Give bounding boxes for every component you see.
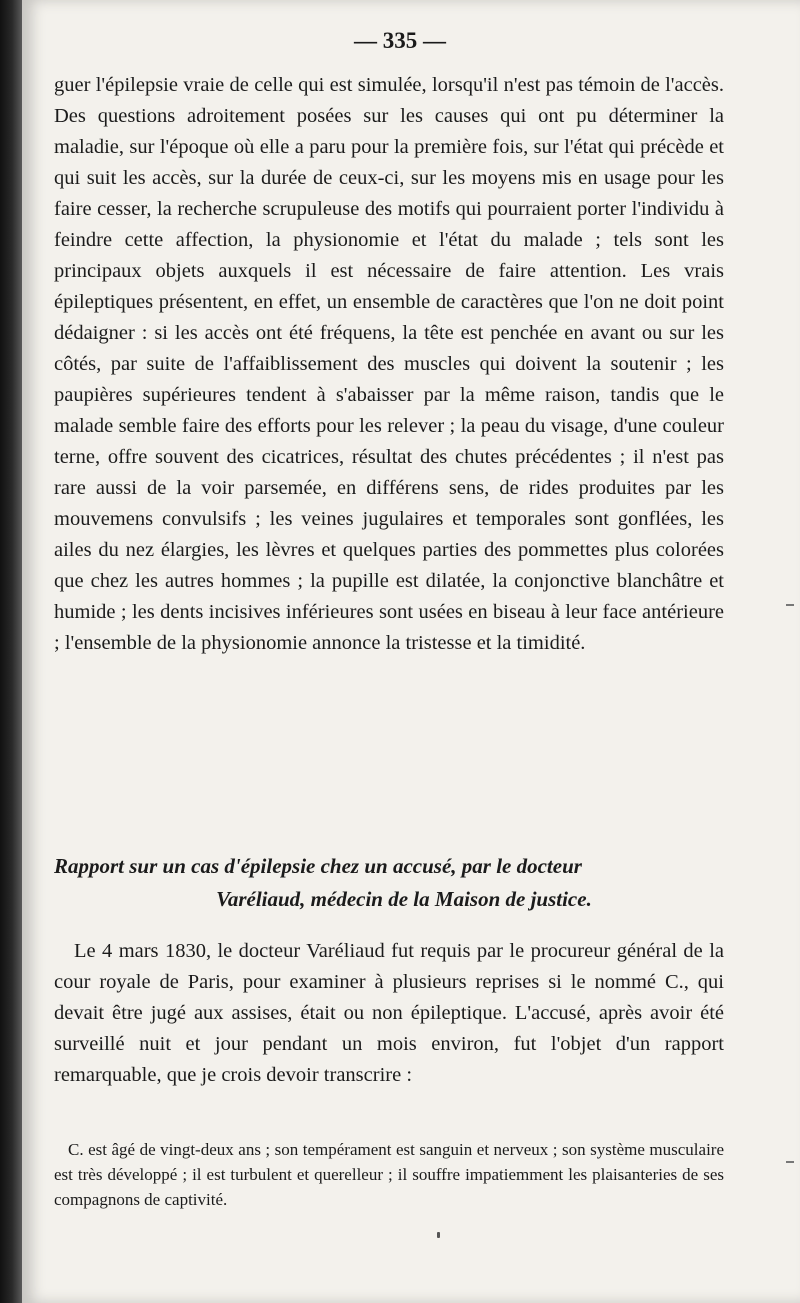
page-number: — 335 — [354, 28, 446, 53]
margin-mark [786, 1161, 794, 1163]
section-title-line-1: Rapport sur un cas d'épilepsie chez un accusé, par le docteur [54, 854, 582, 878]
paragraph-case-report: Le 4 mars 1830, le docteur Varéliaud fut requis par le procureur général de la cour royale de Paris, pour examiner à plusieurs reprises si le nommé C., qui devait être jugé aux assises, était ou non épileptique. L'accusé, après avoir été surveillé nuit et jour pendant un mois environ, fut l'objet d'un rapport remarquable, que je crois devoir transcrire : [54, 940, 724, 1086]
section-title [54, 850, 734, 916]
quoted-report: C. est âgé de vingt-deux ans ; son tempérament est sanguin et nerveux ; son système musculaire est très développé ; il est turbulent et querelleur ; il souffre impatiemment les plaisanteries de ses compagnons de captivité. [54, 1140, 724, 1209]
section-title-line-2: Varéliaud, médecin de la Maison de justice. [216, 887, 592, 911]
print-speck [437, 1232, 440, 1238]
margin-mark [786, 604, 794, 606]
paragraph-epilepsy-signs: guer l'épilepsie vraie de celle qui est simulée, lorsqu'il n'est pas témoin de l'accès. Des questions adroitement posées sur les causes qui ont pu déterminer la maladie, sur l'époque où elle a paru pour la première fois, sur l'état qui précède et qui suit les accès, sur la durée de ceux-ci, sur les moyens mis en usage pour les faire cesser, la recherche scrupuleuse des motifs qui pourraient porter l'individu à feindre cette affection, la physionomie et l'état du malade ; tels sont les principaux objets auxquels il est nécessaire de faire attention. Les vrais épileptiques présentent, en effet, un ensemble de caractères que l'on ne doit point dédaigner : si les accès ont été fréquens, la tête est penchée en avant ou sur les côtés, par suite de l'affaiblissement des muscles qui doivent la soutenir ; les paupières supérieures tendent à s'abaisser par la même raison, tandis que le malade semble faire des efforts pour les relever ; la peau du visage, d'une couleur terne, offre souvent des cicatrices, résultat des chutes précédentes ; il n'est pas rare aussi de la voir parsemée, en différens sens, de rides produites par les mouvemens convulsifs ; les veines jugulaires et temporales sont gonflées, les ailes du nez élargies, les lèvres et quelques parties des pommettes plus colorées que chez les autres hommes ; la pupille est dilatée, la conjonctive blanchâtre et humide ; les dents incisives inférieures sont usées en biseau à leur face antérieure ; l'ensemble de la physionomie annonce la tristesse et la timidité. [54, 74, 724, 654]
book-spine-shadow [0, 0, 22, 1303]
